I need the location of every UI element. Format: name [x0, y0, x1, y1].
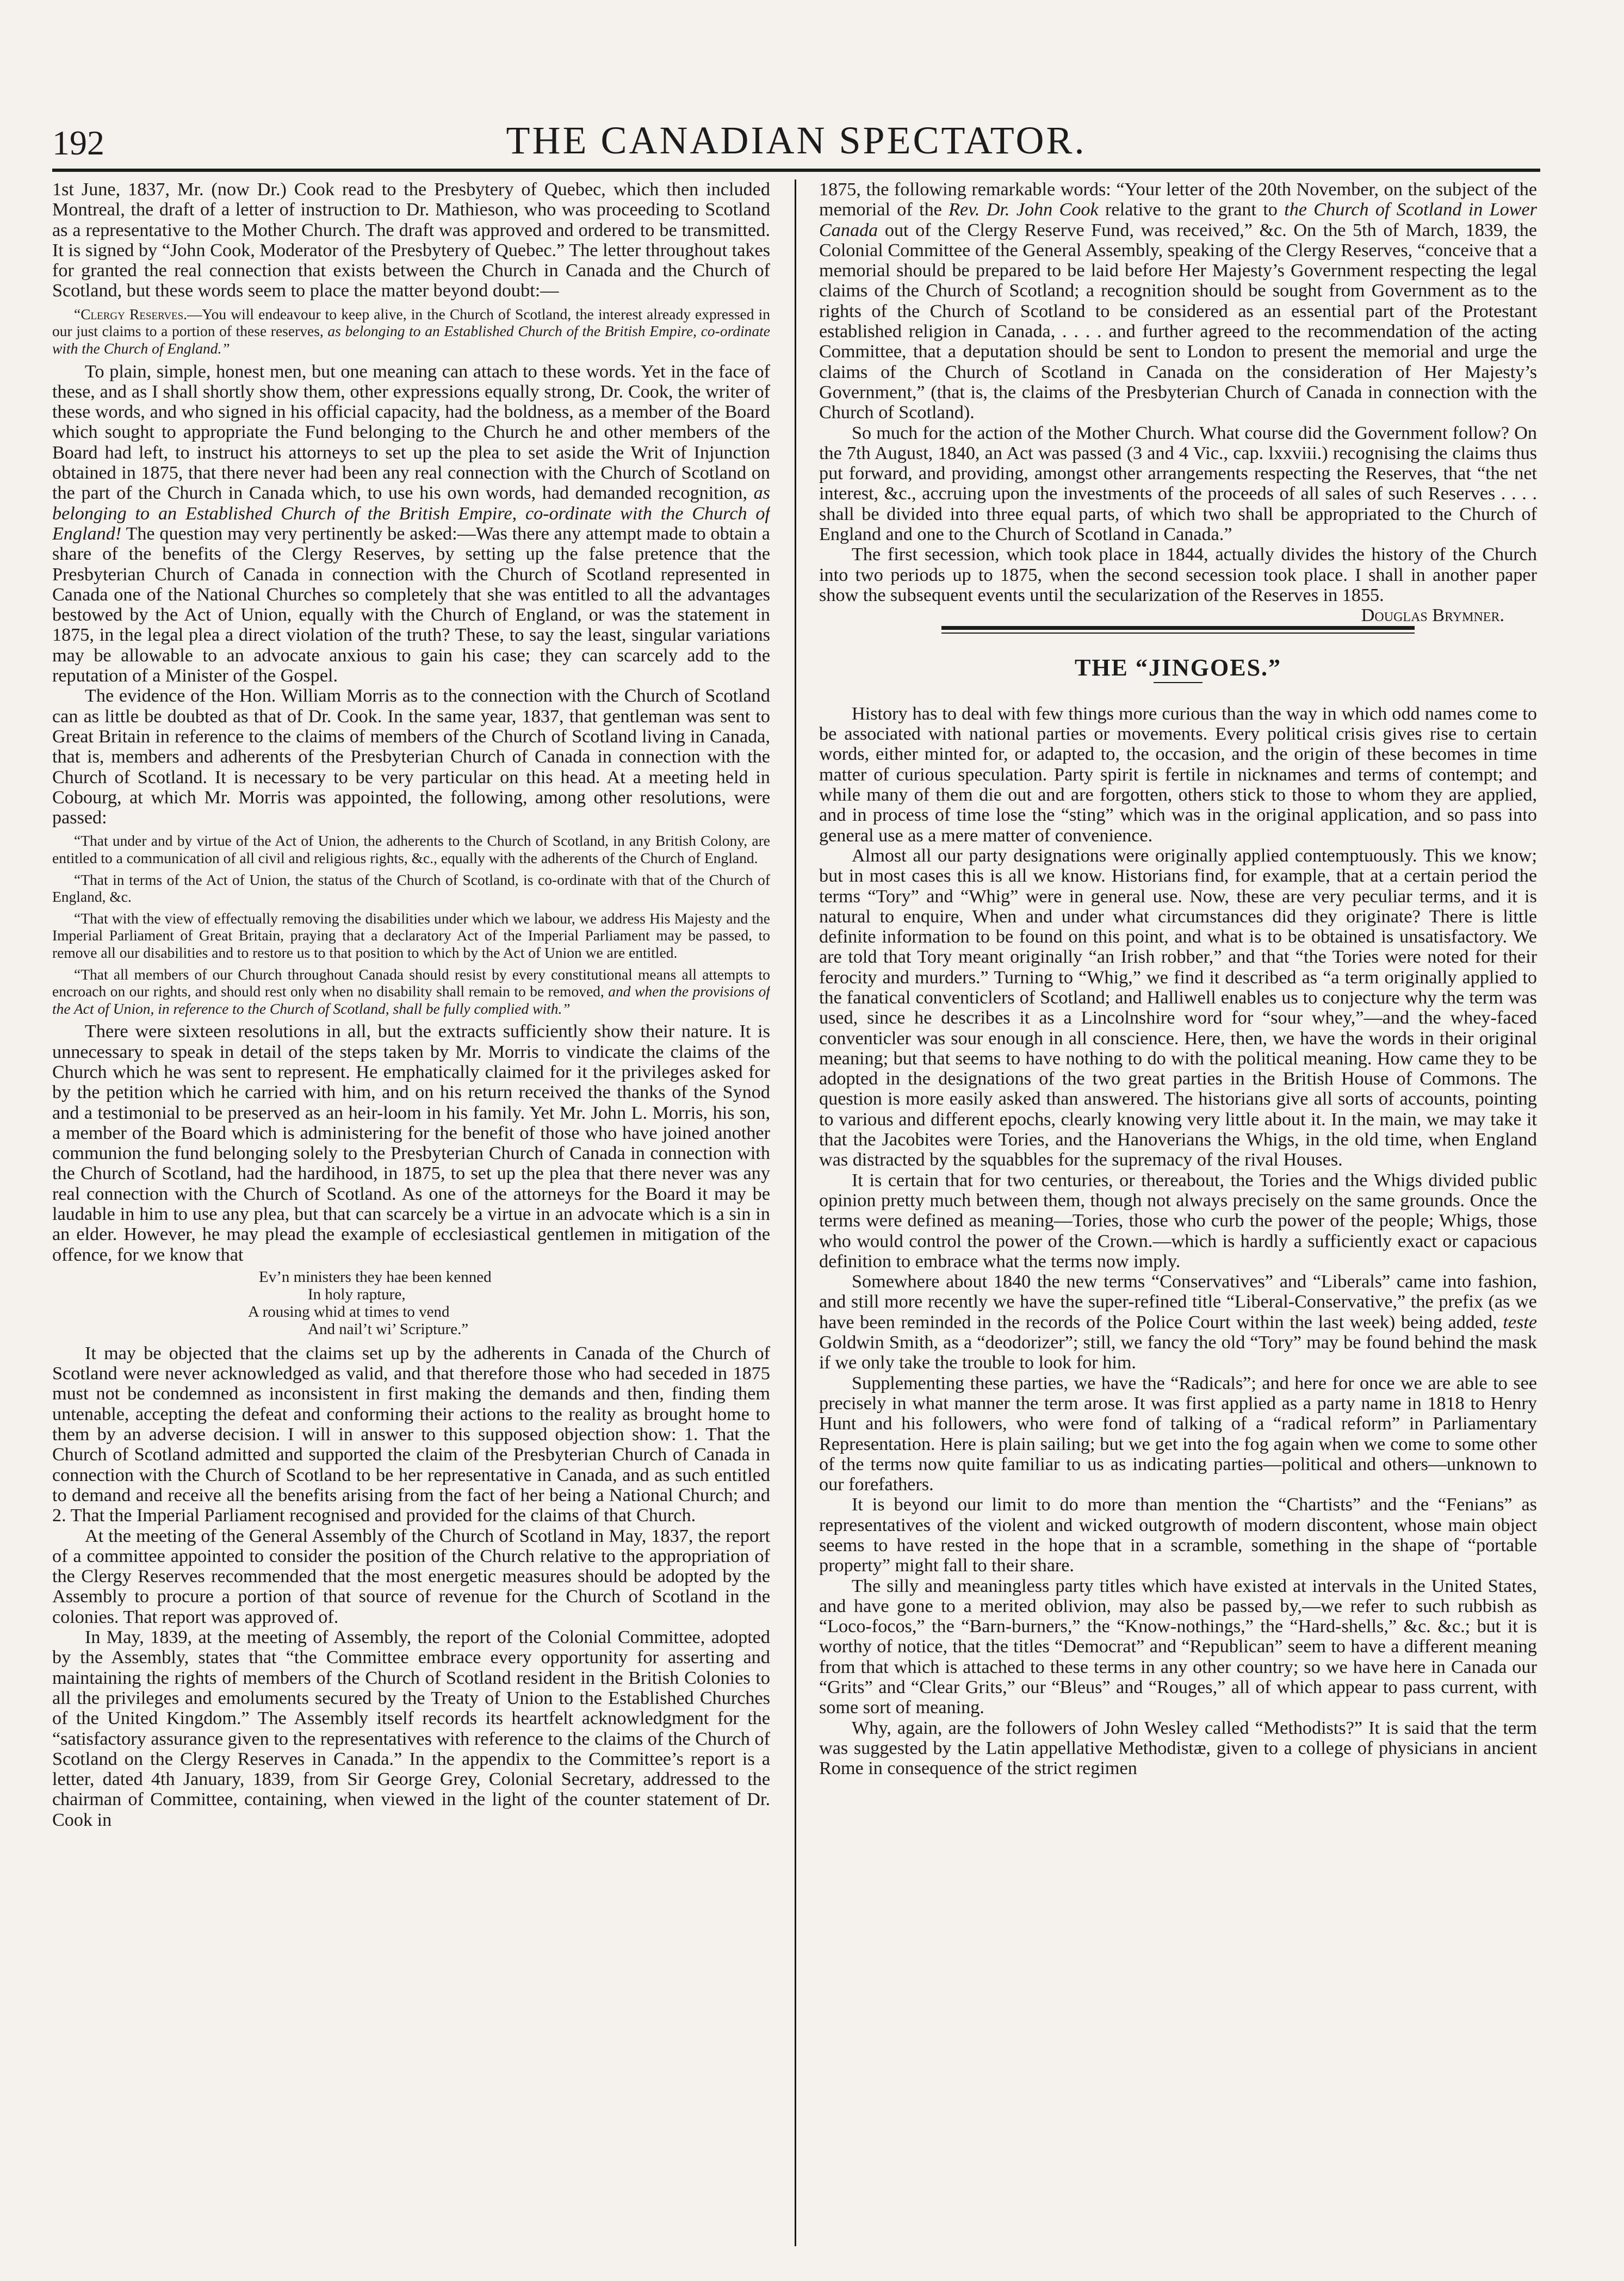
paragraph: It may be objected that the claims set up by the adherents in Canada of the Church of Scotland were never acknowledged as valid, and that therefore those who had seceded in 1875 must not be condemned as inconsistent in first making the demands and then, finding them untenable, accepting the defeat and conforming their actions to the reality as brought home to them by an adverse decision. I will in answer to this supposed objection show: 1. That the Church of Scotland admitted and supported the claim of the Presbyterian Church of Canada in connection with the Church of Scotland to be her representative in Canada, and as such entitled to demand and receive all the benefits arising from the fact of her being a National Church; and 2. That the Imperial Parliament recognised and provided for the claims of that Church.: [52, 1343, 770, 1526]
paragraph: [52, 362, 770, 686]
paragraph: The evidence of the Hon. William Morris as to the connection with the Church of Scotland can as little be doubted as that of Dr. Cook. In the same year, 1837, that gentleman was sent to Great Britain in reference to the claims of members of the Church of Scotland living in Canada, that is, members and adherents of the Presbyterian Church of Canada in connection with the Church of Scotland. It is necessary to be very particular on this head. At a meeting held in Cobourg, at which Mr. Morris was appointed, the following, among other resolutions, were passed:: [52, 686, 770, 828]
paragraph: The silly and meaningless party titles which have existed at intervals in the United States, and have gone to a merited oblivion, may also be passed by,—we refer to such rubbish as “Loco-focos,” the “Barn-burners,” the “Know-nothings,” the “Hard-shells,” &c. &c.; but it is worthy of notice, that the titles “Democrat” and “Republican” seem to have a different meaning from that which is attached to these terms in any other country; so we have here in Canada our “Grits” and “Clear Grits,” our “Bleus” and “Rouges,” all of which appear to pass current, with some sort of meaning.: [819, 1576, 1537, 1718]
author-signature: Douglas Brymner.: [1361, 605, 1504, 626]
paragraph: History has to deal with few things more curious than the way in which odd names come to be associated with national parties or movements. Every political crisis gives rise to certain words, either minted for, or adapted to, the occasion, and the origin of these becomes in time matter of curious speculation. Party spirit is fertile in nicknames and terms of contempt; and while many of them die out and are forgotten, others stick to those to whom they are applied, and in process of time lose the “sting” which was in the original application, and so pass into general use as a mere matter of convenience.: [819, 703, 1537, 846]
paragraph: It is beyond our limit to do more than mention the “Chartists” and the “Fenians” as representatives of the violent and wicked outgrowth of modern discontent, whose main object seems to have rested in the hope that in a scramble, something in the shape of “portable property” might fall to their share.: [819, 1495, 1537, 1576]
quote-resolution: “That in terms of the Act of Union, the status of the Church of Scotland, is co-ordinate with that of the Church of England, &c.: [52, 871, 770, 906]
paragraph: [819, 179, 1537, 423]
paragraph: It is certain that for two centuries, or thereabout, the Tories and the Whigs divided public opinion pretty much between them, though not always precisely on the same grounds. Once the terms were defined as meaning—Tories, those who curb the power of the people; Whigs, those who would control the power of the Crown.—which is hardly a sufficiently exact or capacious definition to embrace what the terms now imply.: [819, 1170, 1537, 1272]
verse-line: Ev’n ministers they hae been kenned: [259, 1268, 492, 1286]
quote-clergy-reserves: [52, 306, 770, 357]
paragraph: In May, 1839, at the meeting of Assembly, the report of the Colonial Committee, adopted by the Assembly, states that “the Committee embrace every opportunity for asserting and maintaining the rights of members of the Church of Scotland resident in the British Colonies to all the privileges and emoluments secured by the Treaty of Union to the Established Churches of the United Kingdom.” The Assembly itself records its heartfelt acknowledgment for the “satisfactory assurance given to the representatives with reference to the claims of the Church of Scotland on the Clergy Reserves in Canada.” In the appendix to the Committee’s report is a letter, dated 4th January, 1839, from Sir George Grey, Colonial Secretary, addressed to the chairman of Committee, containing, when viewed in the light of the counter statement of Dr. Cook in: [52, 1627, 770, 1830]
quote-italic: as belonging to an Established Church of the British Empire, co-ordinate with the Church of England.”: [52, 323, 770, 357]
newspaper-page: [52, 109, 1540, 2252]
column-divider: [795, 179, 796, 2246]
quote-italic: and when the provisions of the Act of Union, in reference to the Church of Scotland, shall be fully complied with.”: [52, 983, 770, 1017]
paragraph: So much for the action of the Mother Church. What course did the Government follow? On the 7th August, 1840, an Act was passed (3 and 4 Vic., cap. lxxviii.) recognising the claims thus put forward, and providing, amongst other arrangements respecting the Reserves, that “the net interest, &c., accruing upon the investments of the proceeds of all sales of such Reserves . . . . shall be divided into three equal parts, of which two shall be appropriated to the Church of England and one to the Church of Scotland in Canada.”: [819, 423, 1537, 545]
article-title: THE “JINGOES.”: [1074, 654, 1282, 681]
paragraph-italic: as belonging to an Established Church of the British Empire, co-ordinate with the Church of England!: [52, 483, 770, 544]
page-header: [52, 109, 1540, 172]
paragraph-text: Goldwin Smith, as a “deodorizer”; still, we fancy the old “Tory” may be found behind the mask if we only take the trouble to look for him.: [819, 1332, 1537, 1373]
quote-text: —You will endeavour to keep alive, in the Church of Scotland, the interest already expressed in our just claims to a portion of these reserves,: [52, 305, 770, 340]
section-divider: [941, 626, 1415, 634]
title-rule: [1154, 682, 1202, 683]
paragraph-text: To plain, simple, honest men, but one meaning can attach to these words. Yet in the face of these, and as I shall shortly show them, other expressions equally strong, Dr. Cook, the writer of these words, and who signed in his official capacity, had the boldness, as a member of the Board which sought to appropriate the Fund belonging to the Church he and other members of the Board had left, to instruct his attorneys to set up the plea to set aside the Writ of Injunction obtained in 1875, that there never had been any real connection with the Church of Scotland on the part of the Church in Canada which, to use his own words, had demanded recognition,: [52, 361, 770, 504]
paragraph: Almost all our party designations were originally applied contemptuously. This we know; but in most cases this is all we know. Historians find, for example, that at a certain period the terms “Tory” and “Whig” were in general use. Now, these are very peculiar terms, and it is natural to enquire, When and under what circumstances did they originate? There is little definite information to be found on this point, and what is to be obtained is unsatisfactory. We are told that Tory meant originally “an Irish robber,” and that “the Tories were noted for their ferocity and murders.” Turning to “Whig,” we find it described as “a term originally applied to the fanatical conventiclers of Scotland; and Halliwell enables us to conjecture why the term was used, since he describes it as a Lincolnshire word for “sour whey,”—and the whey-faced conventicler was sour enough in all conscience. Here, then, we have the words in their original meaning; but that seems to have nothing to do with the political meaning. How came they to be adopted in the designations of the two great parties in the British House of Commons. The question is more easily asked than answered. The historians give all sorts of accounts, pointing to various and different epochs, clearly knowing very little about it. In the main, we may take it that the Jacobites were Tories, and the Hanoverians the Whigs, in the old time, when England was distracted by the squabbles for the supremacy of the rival Houses.: [819, 845, 1537, 1170]
paragraph: There were sixteen resolutions in all, but the extracts sufficiently show their nature. It is unnecessary to speak in detail of the steps taken by Mr. Morris to vindicate the claims of the Church which he was sent to represent. He emphatically claimed for it the privileges asked for by the petition which he carried with him, and on his return received the thanks of the Synod and a testimonial to be preserved as an heir-loom in his family. Yet Mr. John L. Morris, his son, a member of the Board which is administering for the benefit of those who have joined another communion the fund belonging solely to the Presbyterian Church of Canada in connection with the Church of Scotland, had the hardihood, in 1875, to set up the plea that there never was any real connection with the Church of Scotland. As one of the attorneys for the Board it may be laudable in him to use any plea, but that can scarcely be a virtue in an advocate which is a sin in an elder. However, he may plead the example of ecclesiastical gentlemen in mitigation of the offence, for we know that: [52, 1021, 770, 1265]
paragraph-text: Somewhere about 1840 the new terms “Conservatives” and “Liberals” came into fashion, and still more recently we have the super-refined title “Liberal-Conservative,” the prefix (as we have been reminded in the records of the Police Court within the last week) being added,: [819, 1272, 1537, 1332]
paragraph: 1st June, 1837, Mr. (now Dr.) Cook read to the Presbytery of Quebec, which then included Montreal, the draft of a letter of instruction to Dr. Mathieson, who was proceeding to Scotland as a representative to the Mother Church. The draft was approved and ordered to be transmitted. It is signed by “John Cook, Moderator of the Presbytery of Quebec.” The letter throughout takes for granted the real connection that exists between the Church in Canada and the Church of Scotland, but these words seem to place the matter beyond doubt:—: [52, 179, 770, 301]
paragraph-text: The question may very pertinently be asked:—Was there any attempt made to obtain a share of the benefits of the Clergy Reserves, by setting up the false pretence that the Presbyterian Church of Canada in connection with the Church of Scotland represented in Canada one of the National Churches so completely that she was entitled to all the advantages bestowed by the Act of Union, equally with the Church of England, or was the statement in 1875, in the legal plea a direct violation of the truth? These, to say the least, singular variations may be allowable to an advocate anxious to gain his case; they can scarcely add to the reputation of a Minister of the Gospel.: [52, 523, 770, 686]
quote-resolution: [52, 966, 770, 1018]
quote-resolution: “That under and by virtue of the Act of Union, the adherents to the Church of Scotland, in any British Colony, are entitled to a communication of all civil and religious rights, &c., equally with the adherents of the Church of England.: [52, 832, 770, 866]
columns: [52, 179, 1540, 2246]
verse: [52, 1268, 770, 1338]
quote-resolution: “That with the view of effectually removing the disabilities under which we labour, we address His Majesty and the Imperial Parliament of Great Britain, praying that a declaratory Act of the Imperial Parliament may be passed, to remove all our disabilities and to restore us to that position to which by the Act of Union we are entitled.: [52, 909, 770, 961]
paragraph: [819, 1272, 1537, 1373]
quote-label: “Clergy Reserves.: [74, 305, 188, 323]
paragraph-italic: the Church of Scotland in Lower Canada: [819, 200, 1537, 240]
journal-title: THE CANADIAN SPECTATOR.: [506, 119, 1087, 162]
paragraph-text: out of the Clergy Reserve Fund, was received,” &c. On the 5th of March, 1839, the Colonial Committee of the General Assembly, speaking of the Clergy Reserves, “conceive that a memorial should be prepared to be laid before Her Majesty’s Government respecting the legal claims of the Church of Scotland; a recognition should be sought from Government as to the rights of the Church of Scotland to be considered as an essential part of the Protestant established religion in Canada, . . . . and further agreed to the recommendation of the acting Committee, that a deputation should be sent to London to present the memorial and urge the claims of the Church of Scotland in Canada on the consideration of Her Majesty’s Government,” (that is, the claims of the Presbyterian Church of Canada in connection with the Church of Scotland).: [819, 220, 1537, 423]
paragraph-text: relative to the grant to: [1098, 200, 1285, 220]
paragraph: Supplementing these parties, we have the “Radicals”; and here for once we are able to see precisely in what manner the term arose. It was first applied as a party name in 1818 to Henry Hunt and his followers, who were fond of talking of a “radical reform” in Parliamentary Representation. Here is plain sailing; but we get into the fog again when we come to some other of the terms now quite familiar to us as indicating parties—political and others—unknown to our forefathers.: [819, 1373, 1537, 1495]
verse-line: In holy rapture,: [308, 1285, 406, 1303]
paragraph-italic: Rev. Dr. John Cook: [949, 200, 1099, 220]
paragraph: At the meeting of the General Assembly of the Church of Scotland in May, 1837, the report of a committee appointed to consider the position of the Church relative to the appropriation of the Clergy Reserves recommended that the most energetic measures should be adopted by the Assembly to procure a portion of that source of revenue for the Church of Scotland in the colonies. That report was approved of.: [52, 1526, 770, 1627]
quote-text: “That all members of our Church throughout Canada should resist by every constitutional means all attempts to encroach on our rights, and should rest only when no disability shall remain to be removed,: [52, 965, 770, 1000]
paragraph-text: 1875, the following remarkable words: “Your letter of the 20th November, on the subject of the memorial of the: [819, 179, 1537, 220]
left-column: [52, 179, 770, 2246]
paragraph: The first secession, which took place in 1844, actually divides the history of the Church into two periods up to 1875, when the second secession took place. I shall in another paper show the subsequent events until the secularization of the Reserves in 1855.: [819, 544, 1537, 605]
page-number: 192: [52, 123, 104, 162]
verse-line: And nail’t wi’ Scripture.”: [308, 1320, 469, 1338]
verse-line: A rousing whid at times to vend: [248, 1303, 450, 1321]
right-column: [819, 179, 1537, 2246]
paragraph-italic: teste: [1503, 1312, 1537, 1332]
paragraph: Why, again, are the followers of John Wesley called “Methodists?” It is said that the term was suggested by the Latin appellative Methodistæ, given to a college of physicians in ancient Rome in consequence of the strict regimen: [819, 1718, 1537, 1779]
